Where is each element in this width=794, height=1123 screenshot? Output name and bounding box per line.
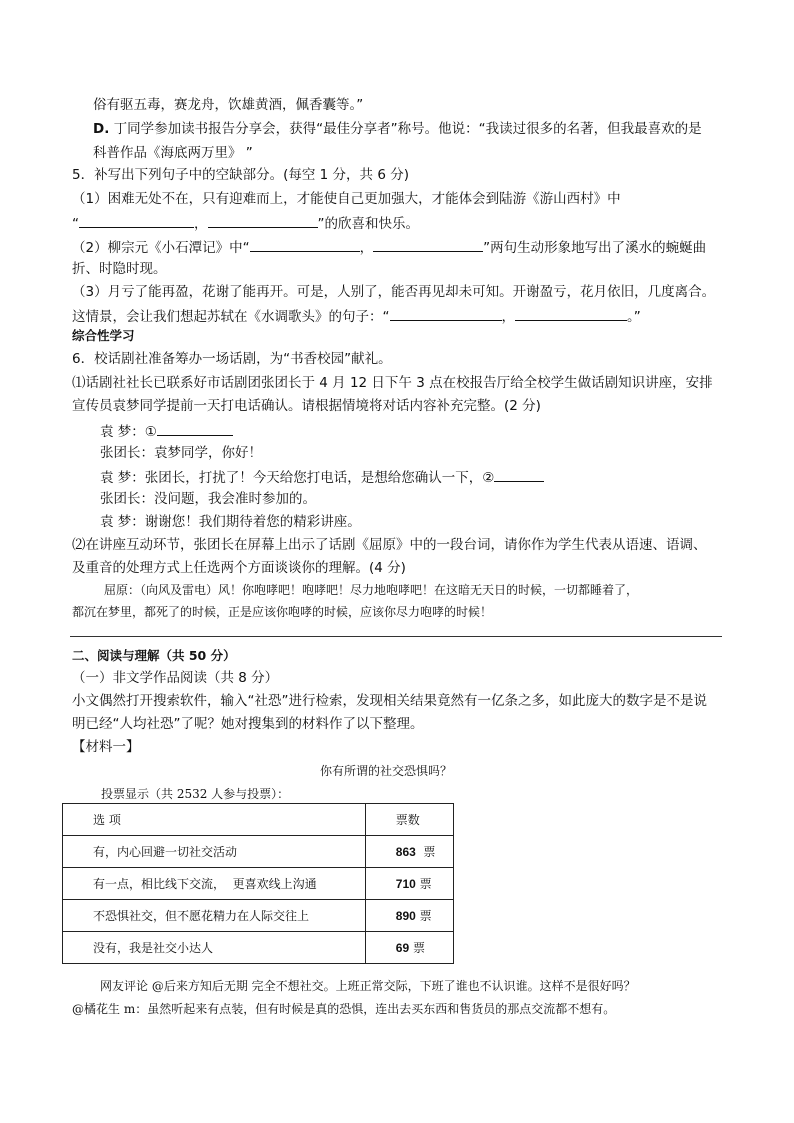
- table-header-row: [63, 804, 454, 836]
- section-2-1-heading: （一）非文学作品阅读（共 8 分）: [72, 670, 279, 686]
- vote-unit: 票: [409, 941, 425, 955]
- question-6-2-continuation: 及重音的处理方式上任选两个方面谈谈你的理解。(4 分): [72, 560, 406, 576]
- table-row: [63, 900, 454, 932]
- answer-blank[interactable]: [515, 305, 627, 321]
- dialogue-line-4: 张团长：没问题，我会准时参加的。: [100, 491, 316, 507]
- question-5-1: （1）困难无处不在，只有迎难而上，才能使自己更加强大，才能体会到陆游《游山西村》中: [72, 191, 621, 207]
- poll-subtitle: 投票显示（共 2532 人参与投票）：: [101, 787, 290, 801]
- count-cell: [365, 932, 453, 964]
- poll-title: 你有所谓的社交恐惧吗？: [320, 764, 453, 778]
- question-5-2-continuation: 折、时隐时现。: [72, 261, 167, 277]
- section-2-heading: 二、阅读与理解（共 50 分）: [72, 648, 236, 663]
- option-d: [93, 119, 702, 139]
- answer-blank[interactable]: [157, 420, 233, 436]
- question-6-1-continuation: 宣传员袁梦同学提前一天打电话确认。请根据情境将对话内容补充完整。(2 分): [72, 398, 541, 414]
- header-count: 票数: [365, 804, 453, 836]
- separator: ，: [194, 216, 208, 232]
- vote-number: 890: [395, 909, 416, 923]
- option-d-text: 丁同学参加读书报告分享会，获得“最佳分享者”称号。他说：“我读过很多的名著，但我最喜欢的是: [113, 121, 702, 137]
- vote-number: 69: [395, 941, 410, 955]
- question-5-3: （3）月亏了能再盈，花谢了能再开。可是，人别了，能否再见却未可知。开谢盈亏，花月依旧，几度离合。: [72, 284, 716, 300]
- question-5-2-start: （2）柳宗元《小石潭记》中“: [72, 240, 250, 256]
- qu-yuan-quote-line-2: 都沉在梦里，都死了的时候，正是应该你咆哮的时候，应该你尽力咆哮的时候！: [72, 605, 493, 619]
- question-6-2: ⑵在讲座互动环节，张团长在屏幕上出示了话剧《屈原》中的一段台词，请你作为学生代表从语速、语调、: [72, 537, 707, 553]
- vote-number: 863: [395, 845, 416, 859]
- answer-blank[interactable]: [208, 212, 318, 228]
- separator: ，: [501, 309, 515, 325]
- answer-blank[interactable]: [250, 236, 360, 252]
- separator: ，: [359, 240, 374, 256]
- question-5-2: [72, 236, 706, 258]
- option-c-continuation: 俗有驱五毒，赛龙舟，饮雄黄酒，佩香囊等。”: [93, 97, 364, 113]
- question-5-1-end: ”的欣喜和快乐。: [317, 216, 419, 232]
- section-heading-integrated-learning: 综合性学习: [72, 328, 135, 343]
- comment-line-1: 网友评论 @后来方知后无期 完全不想社交。上班正常交际，下班了谁也不认识谁。这样不是很好吗？: [100, 979, 636, 993]
- answer-blank[interactable]: [390, 305, 502, 321]
- question-6-1: ⑴话剧社社长已联系好市话剧团张团长于 4 月 12 日下午 3 点在校报告厅给全校学生做话剧知识讲座，安排: [72, 375, 713, 391]
- option-cell: 有一点，相比线下交流， 更喜欢线上沟通: [63, 868, 366, 900]
- dialogue-line-2: 张团长：袁梦同学，你好！: [100, 445, 262, 461]
- answer-blank[interactable]: [373, 236, 483, 252]
- table-row: [63, 868, 454, 900]
- answer-blank[interactable]: [494, 466, 544, 482]
- vote-unit: 票: [415, 877, 432, 891]
- count-cell: [365, 836, 453, 868]
- vote-unit: 票: [415, 909, 432, 923]
- qu-yuan-quote-line-1: 屈原：（向风及雷电）风！你咆哮吧！咆哮吧！尽力地咆哮吧！在这暗无天日的时候，一切都睡着了，: [104, 583, 639, 597]
- table-row: [63, 932, 454, 964]
- count-cell: [365, 900, 453, 932]
- dialogue-line-5: 袁 梦：谢谢您！我们期待着您的精彩讲座。: [100, 514, 361, 530]
- dialogue-line-1: [100, 420, 233, 442]
- option-cell: 不恐惧社交，但不愿花精力在人际交往上: [63, 900, 366, 932]
- option-d-letter: D.: [93, 121, 110, 137]
- answer-blank[interactable]: [79, 212, 194, 228]
- question-5-3-start: 这情景，会让我们想起苏轼在《水调歌头》的句子：“: [72, 309, 390, 325]
- quote-open: “: [72, 216, 79, 232]
- dialogue-text: 袁 梦：张团长，打扰了！今天给您打电话，是想给您确认一下，②: [100, 470, 495, 486]
- vote-unit: 票: [415, 845, 436, 859]
- question-6-title: 6．校话剧社准备筹办一场话剧，为“书香校园”献礼。: [72, 351, 392, 367]
- section-divider: [70, 636, 722, 637]
- comment-line-2: @橘花生 m：虽然听起来有点装，但有时候是真的恐惧，连出去买东西和售货员的那点交流都不想有。: [72, 1002, 616, 1016]
- material-1-label: 【材料一】: [72, 739, 140, 755]
- question-5-2-end: ”两句生动形象地写出了溪水的蜿蜒曲: [483, 240, 707, 256]
- header-option: 选 项: [63, 804, 366, 836]
- poll-table: [62, 803, 454, 964]
- vote-number: 710: [395, 877, 416, 891]
- dialogue-text: 袁 梦：①: [100, 424, 157, 440]
- question-5-3-blanks: [72, 305, 641, 327]
- table-row: [63, 836, 454, 868]
- question-5-3-end: 。”: [627, 309, 641, 325]
- question-5-title: 5．补写出下列句子中的空缺部分。(每空 1 分，共 6 分): [72, 167, 409, 183]
- option-d-continuation: 科普作品《海底两万里》 ”: [93, 145, 253, 161]
- option-cell: 有，内心回避一切社交活动: [63, 836, 366, 868]
- count-cell: [365, 868, 453, 900]
- dialogue-line-3: [100, 466, 544, 488]
- intro-paragraph-line-2: 明已经“人均社恐”了呢？她对搜集到的材料作了以下整理。: [72, 716, 424, 732]
- question-5-1-blanks: [72, 212, 419, 234]
- intro-paragraph-line-1: 小文偶然打开搜索软件，输入“社恐”进行检索，发现相关结果竟然有一亿条之多，如此庞大的数字是不是说: [72, 693, 707, 709]
- option-cell: 没有，我是社交小达人: [63, 932, 366, 964]
